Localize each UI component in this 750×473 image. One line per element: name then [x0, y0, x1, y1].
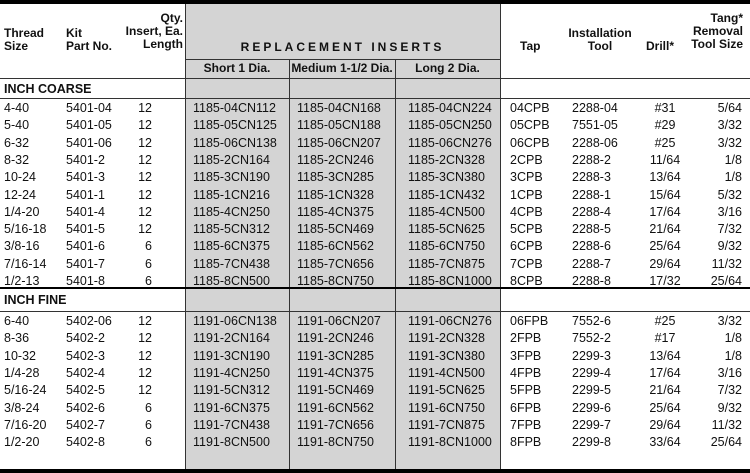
long-insert-cell: 1185-04CN224: [408, 101, 492, 115]
medium-insert-cell: 1185-2CN246: [297, 152, 374, 167]
installation-tool-cell: 2288-6: [572, 239, 611, 254]
tap-cell: 4FPB: [510, 365, 542, 380]
qty-cell: 12: [138, 365, 152, 380]
short-insert-cell: 1185-2CN164: [193, 152, 270, 167]
tap-cell: 3FPB: [510, 348, 542, 363]
kit-part-cell: 5402-4: [66, 365, 105, 380]
qty-cell: 6: [145, 274, 152, 288]
tap-cell: 2CPB: [510, 152, 543, 167]
section-title-fine: INCH FINE: [4, 293, 67, 307]
tap-cell: 8CPB: [510, 274, 543, 288]
drill-cell: 33/64: [649, 435, 681, 450]
divider-right-of-long: [500, 4, 501, 469]
installation-tool-cell: 7552-6: [572, 314, 611, 328]
qty-cell: 12: [138, 331, 152, 346]
installation-tool-cell: 2288-06: [572, 135, 618, 150]
long-insert-cell: 1191-06CN276: [408, 314, 492, 328]
tang-tool-cell: 25/64: [710, 274, 742, 288]
medium-insert-cell: 1185-7CN656: [297, 256, 374, 271]
drill-cell: 29/64: [649, 417, 681, 432]
tang-tool-cell: 5/32: [717, 187, 742, 202]
thread-size-cell: 1/4-28: [4, 365, 40, 380]
thread-size-cell: 10-32: [4, 348, 36, 363]
medium-insert-cell: 1185-04CN168: [297, 101, 381, 115]
qty-cell: 12: [138, 222, 152, 237]
tap-cell: 8FPB: [510, 435, 542, 450]
tap-cell: 6FPB: [510, 400, 542, 415]
tang-tool-cell: 7/32: [717, 383, 742, 398]
medium-insert-cell: 1191-06CN207: [297, 314, 381, 328]
qty-cell: 6: [145, 400, 152, 415]
long-insert-cell: 1191-8CN1000: [408, 435, 492, 450]
header-qty: Qty. Insert, Ea. Length: [125, 11, 183, 51]
long-insert-cell: 1191-3CN380: [408, 348, 485, 363]
short-insert-cell: 1185-8CN500: [193, 274, 270, 288]
long-insert-cell: 1185-4CN500: [408, 204, 485, 219]
tap-cell: 4CPB: [510, 204, 543, 219]
subheader-top-line: [185, 59, 500, 60]
long-insert-cell: 1185-7CN875: [408, 256, 485, 271]
divider-medium-long: [395, 59, 396, 469]
medium-insert-cell: 1185-1CN328: [297, 187, 374, 202]
drill-cell: 17/64: [649, 365, 681, 380]
tang-tool-cell: 1/8: [724, 348, 742, 363]
qty-cell: 12: [138, 170, 152, 185]
thread-size-cell: 5/16-24: [4, 383, 47, 398]
tang-tool-cell: 1/8: [724, 170, 742, 185]
long-insert-cell: 1185-3CN380: [408, 170, 485, 185]
tap-cell: 1CPB: [510, 187, 543, 202]
medium-insert-cell: 1191-6CN562: [297, 400, 374, 415]
kit-part-cell: 5401-4: [66, 204, 105, 219]
long-insert-cell: 1185-2CN328: [408, 152, 485, 167]
thread-size-cell: 6-40: [4, 314, 30, 328]
kit-part-cell: 5402-6: [66, 400, 105, 415]
installation-tool-cell: 2288-5: [572, 222, 611, 237]
medium-insert-cell: 1185-06CN207: [297, 135, 381, 150]
qty-cell: 6: [145, 239, 152, 254]
short-insert-cell: 1185-4CN250: [193, 204, 270, 219]
tang-tool-cell: 11/32: [711, 417, 742, 432]
thread-size-cell: 1/2-20: [4, 435, 40, 450]
short-insert-cell: 1191-7CN438: [193, 417, 270, 432]
medium-insert-cell: 1185-05CN188: [297, 118, 381, 133]
tap-cell: 3CPB: [510, 170, 543, 185]
header-installation-tool: Installation Tool: [568, 26, 632, 53]
thread-size-cell: 8-32: [4, 152, 30, 167]
thread-size-cell: 5/16-18: [4, 222, 47, 237]
thread-size-cell: 7/16-20: [4, 417, 47, 432]
thread-size-cell: 10-24: [4, 170, 36, 185]
installation-tool-cell: 2288-4: [572, 204, 611, 219]
kit-part-cell: 5402-3: [66, 348, 105, 363]
bottom-rule: [0, 469, 750, 473]
installation-tool-cell: 2299-8: [572, 435, 611, 450]
installation-tool-cell: 2288-3: [572, 170, 611, 185]
installation-tool-cell: 2299-6: [572, 400, 611, 415]
kit-part-cell: 5401-05: [66, 118, 112, 133]
drill-cell: #31: [654, 101, 676, 115]
thread-size-cell: 1/2-13: [4, 274, 40, 288]
coarse-title-line: [0, 98, 750, 99]
tap-cell: 06FPB: [510, 314, 549, 328]
installation-tool-cell: 2288-8: [572, 274, 611, 288]
short-insert-cell: 1191-6CN375: [193, 400, 270, 415]
qty-cell: 12: [138, 187, 152, 202]
tap-cell: 05CPB: [510, 118, 550, 133]
qty-cell: 12: [138, 383, 152, 398]
tap-cell: 6CPB: [510, 239, 543, 254]
installation-tool-cell: 2288-7: [572, 256, 611, 271]
medium-insert-cell: 1185-5CN469: [297, 222, 374, 237]
short-insert-cell: 1185-05CN125: [193, 118, 277, 133]
installation-tool-cell: 2299-3: [572, 348, 611, 363]
kit-part-cell: 5402-8: [66, 435, 105, 450]
long-insert-cell: 1191-6CN750: [408, 400, 485, 415]
qty-cell: 12: [138, 204, 152, 219]
long-insert-cell: 1191-4CN500: [408, 365, 485, 380]
installation-tool-cell: 2299-5: [572, 383, 611, 398]
drill-cell: #17: [654, 331, 676, 346]
tang-tool-cell: 11/32: [711, 256, 742, 271]
kit-part-cell: 5402-7: [66, 417, 105, 432]
tang-tool-cell: 3/16: [717, 365, 742, 380]
tap-cell: 5FPB: [510, 383, 542, 398]
kit-part-cell: 5401-7: [66, 256, 105, 271]
qty-cell: 6: [145, 417, 152, 432]
installation-tool-cell: 2299-4: [572, 365, 611, 380]
drill-cell: 17/32: [649, 274, 681, 288]
tap-cell: 5CPB: [510, 222, 543, 237]
long-insert-cell: 1185-8CN1000: [408, 274, 492, 288]
medium-insert-cell: 1185-8CN750: [297, 274, 374, 288]
kit-part-cell: 5402-06: [66, 314, 112, 328]
long-insert-cell: 1185-1CN432: [408, 187, 485, 202]
drill-cell: 15/64: [649, 187, 681, 202]
header-replacement-inserts: REPLACEMENT INSERTS: [240, 40, 445, 54]
thread-size-cell: 3/8-24: [4, 400, 40, 415]
qty-cell: 12: [138, 152, 152, 167]
medium-insert-cell: 1185-4CN375: [297, 204, 374, 219]
medium-insert-cell: 1191-8CN750: [297, 435, 374, 450]
short-insert-cell: 1185-1CN216: [193, 187, 270, 202]
tang-tool-cell: 1/8: [724, 331, 742, 346]
thread-size-cell: 5-40: [4, 118, 30, 133]
long-insert-cell: 1185-05CN250: [408, 118, 492, 133]
short-insert-cell: 1185-3CN190: [193, 170, 270, 185]
drill-cell: 17/64: [649, 204, 681, 219]
header-long: Long 2 Dia.: [415, 61, 480, 75]
tang-tool-cell: 9/32: [717, 239, 742, 254]
qty-cell: 12: [138, 135, 152, 150]
kit-part-cell: 5401-1: [66, 187, 105, 202]
short-insert-cell: 1191-5CN312: [193, 383, 270, 398]
tap-cell: 7CPB: [510, 256, 543, 271]
kit-part-cell: 5401-3: [66, 170, 105, 185]
drill-cell: 21/64: [649, 222, 681, 237]
tap-cell: 7FPB: [510, 417, 542, 432]
tap-cell: 06CPB: [510, 135, 550, 150]
short-insert-cell: 1185-04CN112: [193, 101, 276, 115]
installation-tool-cell: 2288-04: [572, 101, 618, 115]
header-tap: Tap: [520, 39, 541, 53]
drill-cell: 11/64: [649, 152, 681, 167]
tap-cell: 2FPB: [510, 331, 542, 346]
medium-insert-cell: 1191-3CN285: [297, 348, 374, 363]
section-title-coarse: INCH COARSE: [4, 82, 92, 96]
kit-part-cell: 5402-5: [66, 383, 105, 398]
medium-insert-cell: 1191-4CN375: [297, 365, 374, 380]
medium-insert-cell: 1191-5CN469: [297, 383, 374, 398]
installation-tool-cell: 7552-2: [572, 331, 611, 346]
qty-cell: 6: [145, 256, 152, 271]
drill-cell: 29/64: [649, 256, 681, 271]
installation-tool-cell: 2299-7: [572, 417, 611, 432]
tang-tool-cell: 3/32: [717, 118, 742, 133]
header-short: Short 1 Dia.: [203, 61, 271, 75]
header-drill: Drill*: [646, 39, 675, 53]
long-insert-cell: 1185-5CN625: [408, 222, 485, 237]
tang-tool-cell: 7/32: [717, 222, 742, 237]
long-insert-cell: 1191-5CN625: [408, 383, 485, 398]
thread-size-cell: 8-36: [4, 331, 30, 346]
installation-tool-cell: 7551-05: [572, 118, 618, 133]
tang-tool-cell: 5/64: [717, 101, 742, 115]
short-insert-cell: 1191-8CN500: [193, 435, 270, 450]
installation-tool-cell: 2288-1: [572, 187, 611, 202]
kit-part-cell: 5401-2: [66, 152, 105, 167]
short-insert-cell: 1185-5CN312: [193, 222, 270, 237]
thread-size-cell: 7/16-14: [4, 256, 47, 271]
tang-tool-cell: 25/64: [710, 435, 742, 450]
medium-insert-cell: 1191-2CN246: [297, 331, 374, 346]
long-insert-cell: 1191-2CN328: [408, 331, 485, 346]
header-tang: Tang* Removal Tool Size: [691, 11, 743, 51]
qty-cell: 12: [138, 101, 152, 115]
tang-tool-cell: 9/32: [717, 400, 742, 415]
medium-insert-cell: 1185-3CN285: [297, 170, 374, 185]
kit-part-cell: 5402-2: [66, 331, 105, 346]
tang-tool-cell: 1/8: [724, 152, 742, 167]
kit-part-cell: 5401-8: [66, 274, 105, 288]
qty-cell: 12: [138, 118, 152, 133]
medium-insert-cell: 1191-7CN656: [297, 417, 374, 432]
long-insert-cell: 1185-06CN276: [408, 135, 492, 150]
qty-cell: 12: [138, 348, 152, 363]
tang-tool-cell: 3/16: [717, 204, 742, 219]
thread-size-cell: 6-32: [4, 135, 30, 150]
short-insert-cell: 1191-2CN164: [193, 331, 270, 346]
short-insert-cell: 1185-6CN375: [193, 239, 270, 254]
qty-cell: 12: [138, 314, 152, 328]
short-insert-cell: 1191-4CN250: [193, 365, 270, 380]
drill-cell: #25: [654, 314, 676, 328]
short-insert-cell: 1191-3CN190: [193, 348, 270, 363]
kit-part-cell: 5401-6: [66, 239, 105, 254]
tang-tool-cell: 3/32: [717, 314, 742, 328]
drill-cell: #25: [654, 135, 676, 150]
long-insert-cell: 1185-6CN750: [408, 239, 485, 254]
kit-part-cell: 5401-04: [66, 101, 112, 115]
installation-tool-cell: 2288-2: [572, 152, 611, 167]
fine-title-line: [0, 311, 750, 312]
drill-cell: 13/64: [649, 170, 681, 185]
thread-size-cell: 3/8-16: [4, 239, 40, 254]
thread-size-cell: 1/4-20: [4, 204, 40, 219]
kit-part-cell: 5401-06: [66, 135, 112, 150]
short-insert-cell: 1191-06CN138: [193, 314, 277, 328]
long-insert-cell: 1191-7CN875: [408, 417, 485, 432]
drill-cell: 21/64: [649, 383, 681, 398]
qty-cell: 6: [145, 435, 152, 450]
thread-size-cell: 4-40: [4, 101, 30, 115]
header-thread-size: Thread Size: [4, 26, 45, 53]
drill-cell: 25/64: [649, 400, 681, 415]
drill-cell: #29: [654, 118, 676, 133]
header-bottom-line: [0, 78, 750, 79]
thread-size-cell: 12-24: [4, 187, 36, 202]
divider-short-medium: [289, 59, 290, 469]
drill-cell: 25/64: [649, 239, 681, 254]
header-medium: Medium 1-1/2 Dia.: [291, 61, 393, 75]
drill-cell: 13/64: [649, 348, 681, 363]
tap-cell: 04CPB: [510, 101, 550, 115]
kit-part-cell: 5401-5: [66, 222, 105, 237]
short-insert-cell: 1185-06CN138: [193, 135, 277, 150]
header-kit-part: Kit Part No.: [66, 26, 113, 53]
tang-tool-cell: 3/32: [717, 135, 742, 150]
medium-insert-cell: 1185-6CN562: [297, 239, 374, 254]
short-insert-cell: 1185-7CN438: [193, 256, 270, 271]
